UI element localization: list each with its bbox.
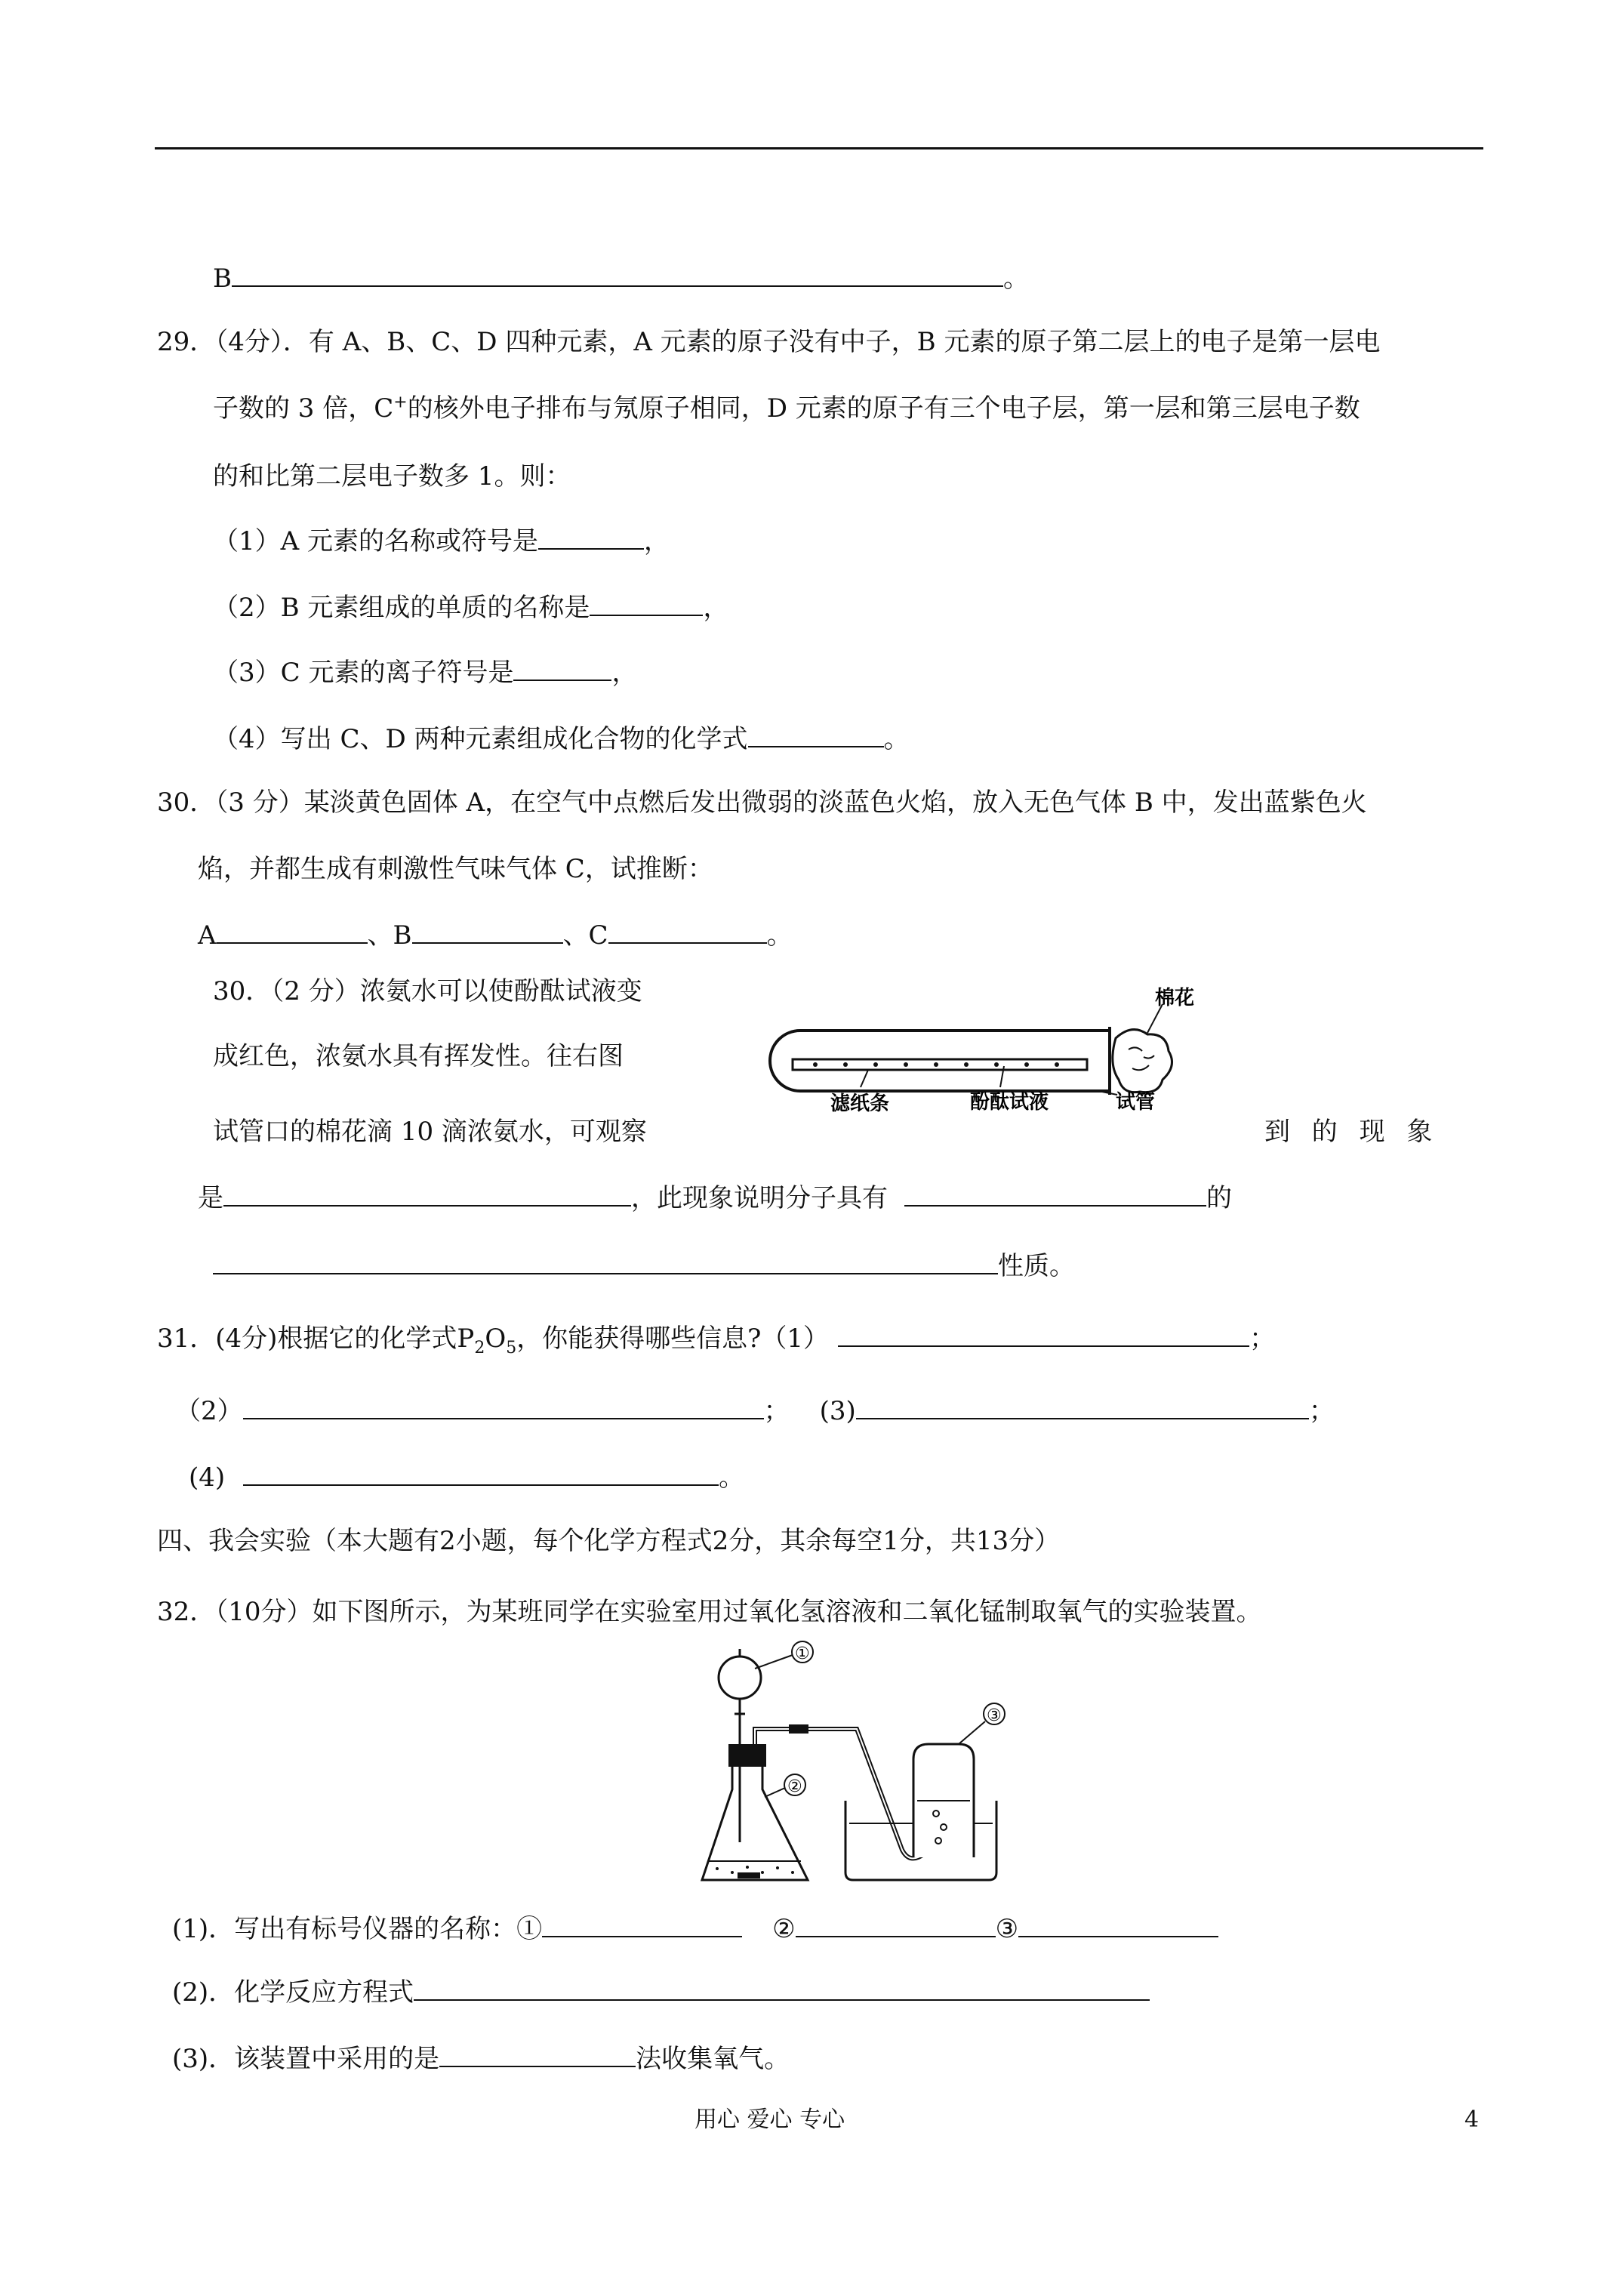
q29-stem-line3: 的和比第二层电子数多 1。则： bbox=[213, 461, 571, 492]
label-phenolphthalein: 酚酞试液 bbox=[970, 1091, 1049, 1114]
q30b-line4: 是 ，此现象说明分子具有 的 bbox=[198, 1179, 1232, 1216]
q31-blank1 bbox=[838, 1320, 1249, 1347]
label-1: ① bbox=[795, 1644, 810, 1663]
q30b-line3: 试管口的棉花滴 10 滴浓氨水，可观察 bbox=[213, 1117, 647, 1147]
section4-title: 四、我会实验（本大题有2小题，每个化学方程式2分，其余每空1分，共13分） bbox=[157, 1526, 1061, 1556]
label-3: ③ bbox=[987, 1706, 1002, 1725]
q30b-line1: 30．（2 分）浓氨水可以使酚酞试液变 bbox=[213, 976, 642, 1006]
rubber-stopper bbox=[728, 1744, 766, 1767]
q30b-line5: 性质。 bbox=[213, 1247, 1075, 1284]
q32-part2: (2)．化学反应方程式 bbox=[172, 1974, 1150, 2010]
q32-stem: 32．（10分）如下图所示，为某班同学在实验室用过氧化氢溶液和二氧化锰制取氧气的实验装置。 bbox=[157, 1597, 1262, 1627]
q32-part3: (3)．该装置中采用的是 法收集氧气。 bbox=[172, 2040, 790, 2076]
q29-blank1 bbox=[538, 522, 644, 550]
q30a-answers: A 、B 、C 。 bbox=[198, 917, 793, 953]
header-rule bbox=[155, 147, 1483, 149]
q32-blank2 bbox=[796, 1910, 996, 1937]
q30a-blank-c bbox=[608, 917, 767, 944]
footer-motto: 用心 爱心 专心 bbox=[694, 2106, 845, 2133]
q32-part1: (1)．写出有标号仪器的名称：① ② ③ bbox=[172, 1910, 1218, 1946]
separatory-funnel bbox=[719, 1657, 761, 1699]
q30a-stem-line2: 焰，并都生成有刺激性气味气体 C，试推断： bbox=[198, 854, 713, 884]
q30a-stem-line1: 30．（3 分）某淡黄色固体 A，在空气中点燃后发出微弱的淡蓝色火焰，放入无色气体 B 中，发出蓝紫色火 bbox=[157, 787, 1367, 818]
q29-blank2 bbox=[590, 589, 703, 616]
q28-b-line: B 。 bbox=[213, 260, 1029, 296]
delivery-tube bbox=[755, 1729, 932, 1858]
q30b-line3-right: 到 的 现 象 bbox=[1264, 1117, 1433, 1147]
q30b-blank-nature bbox=[213, 1247, 998, 1274]
q29-part3: （3）C 元素的离子符号是 ， bbox=[213, 654, 637, 690]
oxygen-apparatus-figure bbox=[698, 1638, 1061, 1895]
test-tube-figure bbox=[755, 982, 1208, 1133]
q29-part1: （1）A 元素的名称或符号是 ， bbox=[213, 522, 670, 559]
q31-stem: 31．(4分)根据它的化学式$P_2O_5$，你能获得哪些信息?（1） ； bbox=[157, 1320, 1275, 1356]
q28-b-label: B bbox=[213, 264, 232, 294]
q30a-blank-b bbox=[412, 917, 563, 944]
label-2: ② bbox=[787, 1777, 802, 1796]
q30b-blank-phenomenon bbox=[223, 1179, 631, 1207]
label-cotton: 棉花 bbox=[1155, 987, 1195, 1009]
q29-part2: （2）B 元素组成的单质的名称是 ， bbox=[213, 589, 728, 625]
q30a-blank-a bbox=[217, 917, 368, 944]
q32-blank3 bbox=[1018, 1910, 1218, 1937]
label-filter-paper: 滤纸条 bbox=[830, 1093, 890, 1115]
q29-stem-line2: 子数的 3 倍，C+的核外电子排布与氖原子相同，D 元素的原子有三个电子层，第一层和第三层电子数 bbox=[213, 393, 1360, 424]
q32-blank1 bbox=[542, 1910, 742, 1937]
q32-blank-method bbox=[439, 2040, 636, 2067]
q31-blank4 bbox=[243, 1459, 719, 1486]
q29-blank4 bbox=[748, 720, 884, 747]
q28-b-blank bbox=[232, 260, 1003, 287]
q30b-blank-property bbox=[904, 1179, 1206, 1207]
q31-blank2 bbox=[243, 1392, 764, 1419]
filter-paper-strip bbox=[793, 1059, 1087, 1070]
q31-blank3 bbox=[856, 1392, 1309, 1419]
q29-blank3 bbox=[513, 654, 611, 681]
q29-part4: （4）写出 C、D 两种元素组成化合物的化学式 。 bbox=[213, 720, 910, 757]
q31-line3: (4) 。 bbox=[189, 1459, 744, 1495]
cotton-plug bbox=[1113, 1030, 1172, 1093]
page-number: 4 bbox=[1464, 2106, 1480, 2133]
q30b-line2: 成红色，浓氨水具有挥发性。往右图 bbox=[213, 1041, 624, 1071]
q31-line2: （2） ； (3) ； bbox=[175, 1392, 1335, 1428]
q32-blank-equation bbox=[414, 1974, 1150, 2001]
label-test-tube: 试管 bbox=[1116, 1091, 1156, 1114]
q29-stem-line1: 29．（4分）．有 A、B、C、D 四种元素，A 元素的原子没有中子，B 元素的原子第二层上的电子是第一层电 bbox=[157, 327, 1381, 357]
